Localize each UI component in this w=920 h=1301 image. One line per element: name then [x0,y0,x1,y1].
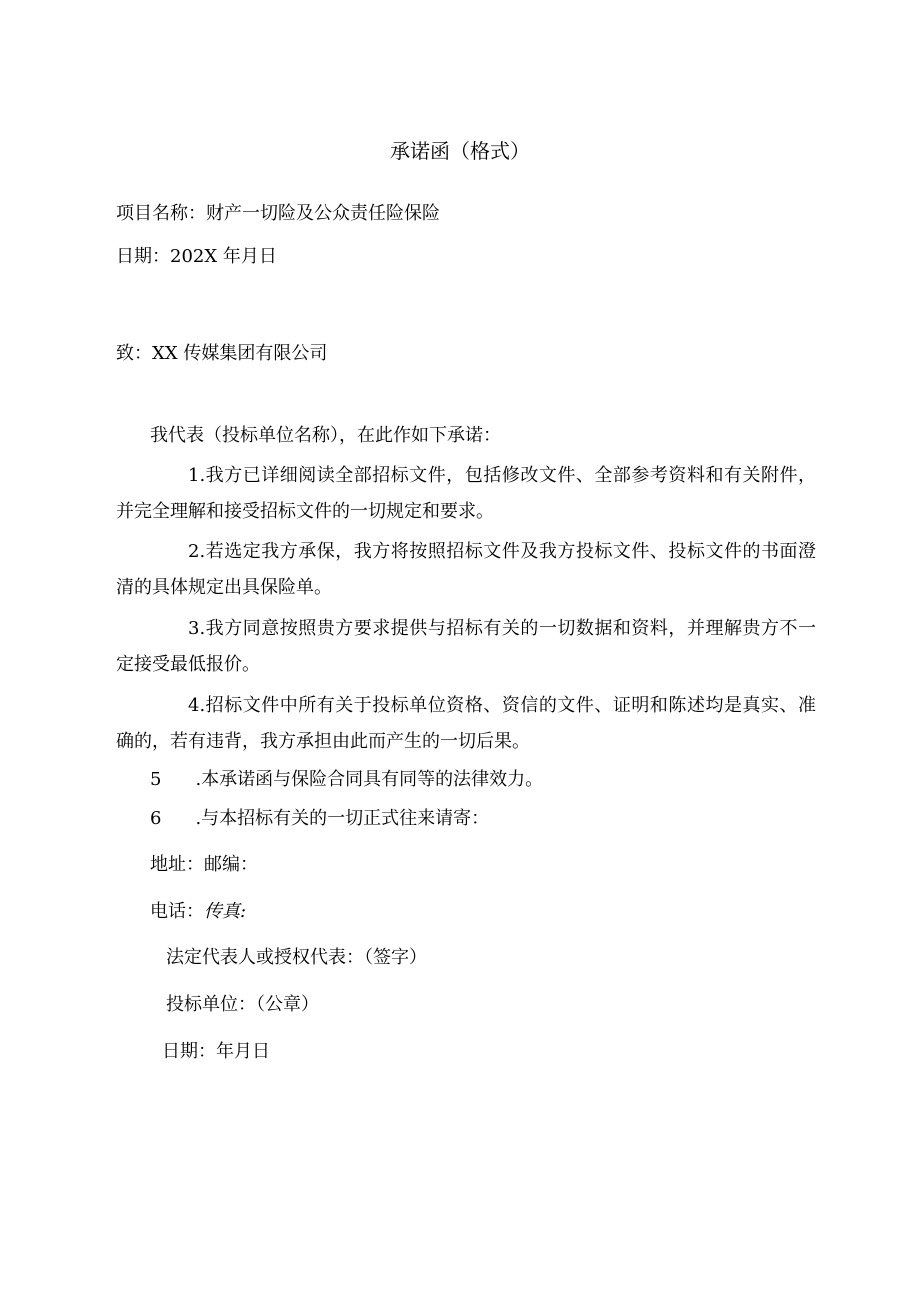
commitment-item-1 [116,458,816,530]
commitment-item-6 [150,807,489,831]
item-text: .我方同意按照贵方要求提供与招标有关的一切数据和资料，并理解贵方不一定接受最低报价。 [116,618,816,675]
signature-date-line: 日期：年月日 [162,1041,270,1062]
commitment-item-2 [116,534,816,606]
phone-label: 电话： [150,901,204,922]
signatory-line: 法定代表人或授权代表：（签字） [166,947,427,968]
item-text: .本承诺函与保险合同具有同等的法律效力。 [195,769,544,790]
bidding-unit-line: 投标单位：（公章） [166,994,319,1015]
item-number: 3 [188,618,200,639]
intro-statement: 我代表（投标单位名称），在此作如下承诺： [150,425,501,446]
address-line: 地址：邮编： [150,854,258,875]
item-number: 1 [188,465,200,486]
item-text: .我方已详细阅读全部招标文件，包括修改文件、全部参考资料和有关附件，并完全理解和接受招标文件的一切规定和要求。 [116,465,816,522]
item-text: .招标文件中所有关于投标单位资格、资信的文件、证明和陈述均是真实、准确的，若有违背，我方承担由此而产生的一切后果。 [116,695,816,752]
item-number: 4 [188,695,200,716]
project-name: 项目名称：财产一切险及公众责任险保险 [116,203,440,224]
commitment-item-3 [116,611,816,683]
item-text: .与本招标有关的一切正式往来请寄： [195,808,490,829]
fax-label: 传真: [204,901,247,922]
item-text: .若选定我方承保，我方将按照招标文件及我方投标文件、投标文件的书面澄清的具体规定出具保险单。 [116,541,816,598]
phone-fax-line [150,900,246,924]
item-number: 2 [188,541,200,562]
document-date: 日期：202X 年月日 [116,246,277,267]
item-number: 5 [150,769,162,790]
commitment-item-5 [150,768,543,792]
recipient: 致：XX 传媒集团有限公司 [116,343,328,364]
commitment-item-4 [116,688,816,760]
item-number: 6 [150,808,162,829]
page-title: 承诺函（格式） [390,139,530,163]
